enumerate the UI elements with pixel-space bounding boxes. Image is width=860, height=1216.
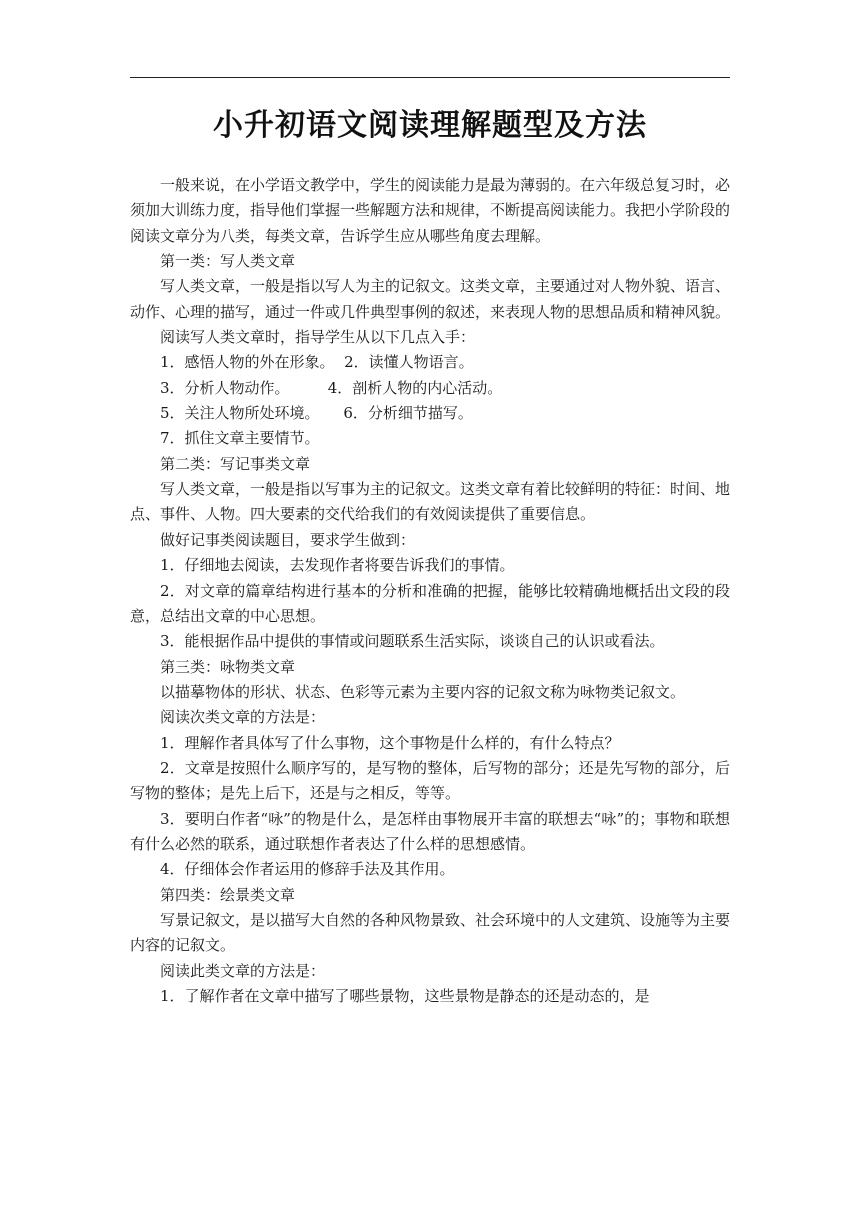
- list-item: 5．关注人物所处环境。 6．分析细节描写。: [160, 404, 473, 423]
- paragraph: 写景记叙文，是以描写大自然的各种风物景致、社会环境中的人文建筑、设施等为主要内容的记叙文。: [130, 910, 731, 955]
- paragraph: 阅读次类文章的方法是：: [160, 708, 326, 727]
- list-item: 3．要明白作者“咏”的物是什么，是怎样由事物展开丰富的联想去“咏”的；事物和联想有什么必然的联系，通过联想作者表达了什么样的思想感情。: [130, 809, 730, 853]
- list-item: 1．仔细地去阅读，去发现作者将要告诉我们的事情。: [160, 556, 515, 575]
- paragraph: 阅读此类文章的方法是：: [160, 961, 326, 980]
- section-heading-4: 第四类：绘景类文章: [160, 885, 296, 904]
- paragraph: 写人类文章，一般是指以写人为主的记叙文。这类文章，主要通过对人物外貌、语言、动作、心理的描写，通过一件或几件典型事例的叙述，来表现人物的思想品质和精神风貌。: [130, 277, 731, 321]
- paragraph: 做好记事类阅读题目，要求学生做到：: [160, 530, 416, 549]
- list-item: 7．抓住文章主要情节。: [160, 429, 320, 448]
- document-title: 小升初语文阅读理解题型及方法: [213, 108, 647, 143]
- list-item: 2．文章是按照什么顺序写的，是写物的整体，后写物的部分；还是先写物的部分，后写物的整体；是先上后下，还是与之相反，等等。: [130, 758, 730, 803]
- paragraph: 写人类文章，一般是指以写事为主的记叙文。这类文章有着比较鲜明的特征：时间、地点、事件、人物。四大要素的交代给我们的有效阅读提供了重要信息。: [130, 480, 731, 524]
- list-item: 1．了解作者在文章中描写了哪些景物，这些景物是静态的还是动态的，是: [160, 987, 650, 1005]
- paragraph: 以描摹物体的形状、状态、色彩等元素为主要内容的记叙文称为咏物类记叙文。: [160, 682, 686, 701]
- list-item: 3．分析人物动作。 4．剖析人物的内心活动。: [160, 378, 503, 397]
- header-rule: [130, 77, 730, 78]
- list-item: 1．理解作者具体写了什么事物，这个事物是什么样的，有什么特点？: [160, 733, 620, 752]
- list-item: 3．能根据作品中提供的事情或问题联系生活实际，谈谈自己的认识或看法。: [160, 632, 665, 651]
- list-item: 2．对文章的篇章结构进行基本的分析和准确的把握，能够比较精确地概括出文段的段意，总结出文章的中心思想。: [130, 581, 730, 625]
- section-heading-3: 第三类：咏物类文章: [160, 657, 296, 676]
- document-body: [130, 173, 730, 1009]
- list-item: 1．感悟人物的外在形象。 2．读懂人物语言。: [160, 353, 474, 372]
- section-heading-2: 第二类：写记事类文章: [160, 454, 311, 473]
- paragraph-intro: 一般来说，在小学语文教学中，学生的阅读能力是最为薄弱的。在六年级总复习时，必须加大训练力度，指导他们掌握一些解题方法和规律，不断提高阅读能力。我把小学阶段的阅读文章分为八类，每类文章，告诉学生应从哪些角度去理解。: [130, 176, 731, 245]
- list-item: 4．仔细体会作者运用的修辞手法及其作用。: [160, 860, 455, 879]
- paragraph: 阅读写人类文章时，指导学生从以下几点入手：: [160, 328, 476, 347]
- section-heading-1: 第一类：写人类文章: [160, 252, 296, 271]
